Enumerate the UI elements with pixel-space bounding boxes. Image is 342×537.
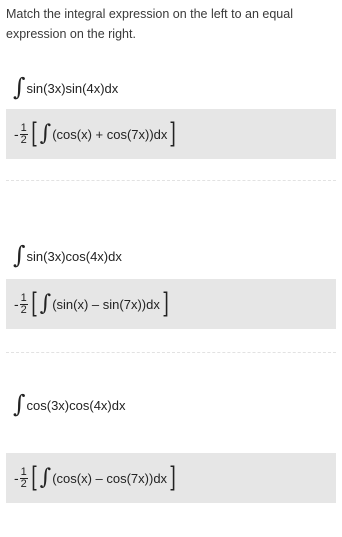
question-prompt: Match the integral expression on the left to an equal expression on the right. xyxy=(6,7,293,41)
left-integrand: sin(3x)sin(4x)dx xyxy=(26,80,119,96)
integral-sign: ∫ xyxy=(39,291,52,316)
open-bracket: [ xyxy=(30,117,38,150)
right-expression-1[interactable] xyxy=(14,117,178,150)
open-bracket: [ xyxy=(30,461,38,494)
fraction-denominator: 2 xyxy=(20,133,27,146)
integral-sign: ∫ xyxy=(39,465,52,490)
close-bracket: ] xyxy=(169,461,176,494)
right-expression-3[interactable] xyxy=(14,461,178,494)
fraction-numerator: 1 xyxy=(20,465,27,478)
divider xyxy=(6,352,336,353)
fraction xyxy=(20,293,28,316)
left-integrand: sin(3x)cos(4x)dx xyxy=(26,248,122,264)
left-expression-3 xyxy=(13,387,125,423)
divider xyxy=(6,180,336,181)
integral-sign: ∫ xyxy=(13,73,26,101)
minus-sign: - xyxy=(14,470,19,486)
right-expression-2[interactable] xyxy=(14,287,171,320)
fraction-denominator: 2 xyxy=(20,303,27,316)
right-integrand: (cos(x) – cos(7x))dx xyxy=(52,470,168,486)
integral-sign: ∫ xyxy=(13,390,26,418)
minus-sign: - xyxy=(14,126,19,142)
left-expression-2 xyxy=(13,238,122,274)
answer-box-2[interactable] xyxy=(6,279,336,329)
fraction-numerator: 1 xyxy=(20,291,27,304)
minus-sign: - xyxy=(14,296,19,312)
close-bracket: ] xyxy=(162,287,169,320)
fraction xyxy=(20,123,28,146)
answer-box-1[interactable] xyxy=(6,109,336,159)
close-bracket: ] xyxy=(169,117,177,150)
right-integrand: (sin(x) – sin(7x))dx xyxy=(52,296,160,312)
left-integrand: cos(3x)cos(4x)dx xyxy=(26,397,126,413)
answer-box-3[interactable] xyxy=(6,453,336,503)
integral-sign: ∫ xyxy=(13,241,26,269)
open-bracket: [ xyxy=(30,287,38,320)
fraction-numerator: 1 xyxy=(20,121,27,134)
integral-sign: ∫ xyxy=(39,121,52,146)
fraction-denominator: 2 xyxy=(20,477,27,490)
right-integrand: (cos(x) + cos(7x))dx xyxy=(52,126,168,142)
fraction xyxy=(20,467,28,490)
left-expression-1 xyxy=(13,70,118,106)
